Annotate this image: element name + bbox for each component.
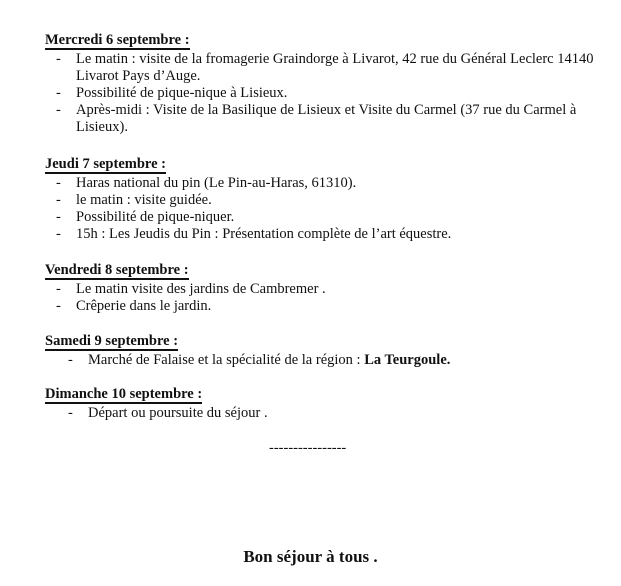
list-item-text: le matin : visite guidée. bbox=[76, 192, 212, 208]
list-dash: - bbox=[56, 175, 61, 191]
list-dash: - bbox=[56, 226, 61, 242]
list-dash: - bbox=[56, 51, 61, 67]
list-item bbox=[45, 226, 605, 243]
list-item-text: 15h : Les Jeudis du Pin : Présentation complète de l’art équestre. bbox=[76, 226, 452, 242]
day-heading: Jeudi 7 septembre : bbox=[45, 156, 166, 172]
list-item-text: Marché de Falaise et la spécialité de la région : bbox=[88, 352, 365, 368]
day-items bbox=[45, 51, 605, 136]
day-items bbox=[45, 352, 605, 369]
list-item bbox=[45, 405, 605, 422]
day-heading: Dimanche 10 septembre : bbox=[45, 386, 203, 402]
list-item bbox=[45, 352, 605, 369]
list-dash: - bbox=[56, 298, 61, 314]
separator-line: ---------------- bbox=[269, 440, 347, 456]
closing-message: Bon séjour à tous . bbox=[243, 547, 378, 566]
list-dash: - bbox=[56, 281, 61, 297]
day-section-vendredi bbox=[45, 262, 605, 315]
list-dash: - bbox=[56, 209, 61, 225]
list-item bbox=[45, 102, 605, 136]
list-item bbox=[45, 192, 605, 209]
list-dash: - bbox=[56, 85, 61, 101]
list-item-text: Départ ou poursuite du séjour . bbox=[88, 405, 268, 421]
list-item bbox=[45, 175, 605, 192]
list-item-text: Après-midi : Visite de la Basilique de Lisieux et Visite du Carmel (37 rue du Carmel à Lisieux). bbox=[76, 102, 577, 135]
day-section-jeudi bbox=[45, 156, 605, 243]
day-section-samedi bbox=[45, 333, 605, 369]
list-item-text: Possibilité de pique-niquer. bbox=[76, 209, 235, 225]
day-items bbox=[45, 405, 605, 422]
list-item-text: Haras national du pin (Le Pin-au-Haras, 61310). bbox=[76, 175, 357, 191]
day-heading: Mercredi 6 septembre : bbox=[45, 32, 190, 48]
day-section-mercredi bbox=[45, 32, 605, 136]
day-section-dimanche bbox=[45, 386, 605, 422]
list-item bbox=[45, 85, 605, 102]
list-dash: - bbox=[56, 192, 61, 208]
day-heading: Samedi 9 septembre : bbox=[45, 333, 179, 349]
list-dash: - bbox=[68, 352, 73, 368]
list-item-text: Le matin : visite de la fromagerie Graindorge à Livarot, 42 rue du Général Leclerc 14140 Livarot Pays d’Auge. bbox=[76, 51, 594, 84]
list-item-text: Crêperie dans le jardin. bbox=[76, 298, 212, 314]
list-item bbox=[45, 51, 605, 85]
day-items bbox=[45, 175, 605, 243]
list-item-text: Le matin visite des jardins de Cambremer . bbox=[76, 281, 326, 297]
list-item bbox=[45, 209, 605, 226]
day-items bbox=[45, 281, 605, 315]
list-dash: - bbox=[68, 405, 73, 421]
list-item-text: Possibilité de pique-nique à Lisieux. bbox=[76, 85, 288, 101]
list-item bbox=[45, 298, 605, 315]
list-dash: - bbox=[56, 102, 61, 118]
day-heading: Vendredi 8 septembre : bbox=[45, 262, 189, 278]
specialty-name: La Teurgoule. bbox=[364, 352, 451, 368]
list-item bbox=[45, 281, 605, 298]
